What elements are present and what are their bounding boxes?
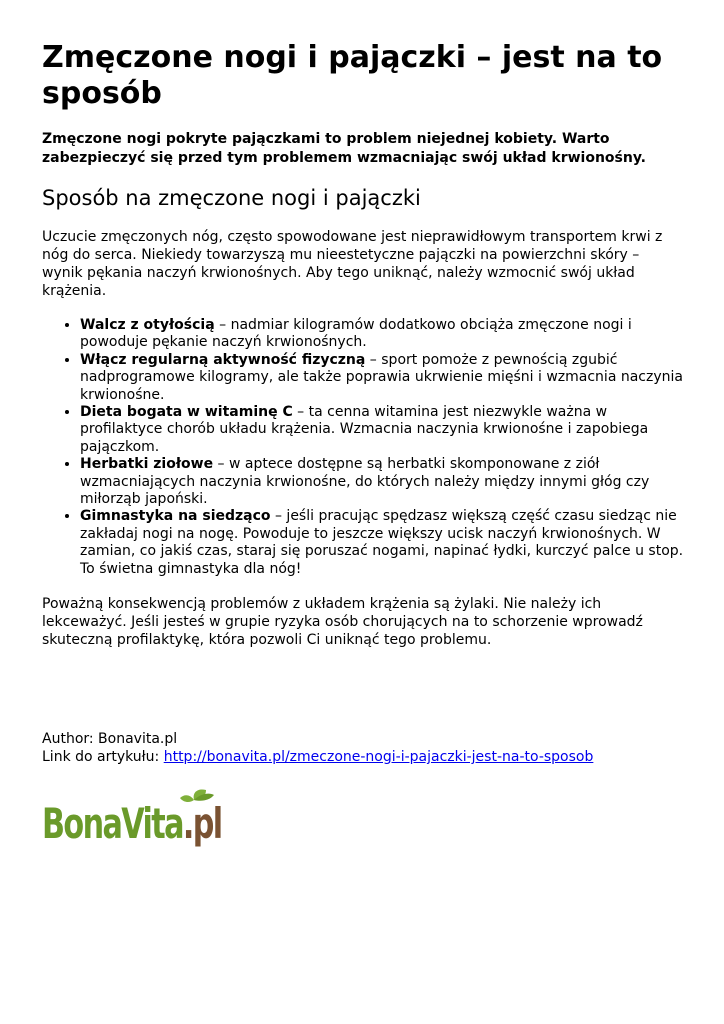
link-label: Link do artykułu: [42,749,164,765]
tip-title: Walcz z otyłością [80,317,215,333]
article-link-line [42,748,593,766]
tip-title: Włącz regularną aktywność fizyczną [80,351,366,368]
logo-text-bona: Bona [42,799,122,848]
bonavita-logo [42,786,222,852]
section-heading: Sposób na zmęczone nogi i pajączki [42,186,421,210]
article-link[interactable]: http://bonavita.pl/zmeczone-nogi-i-pajaczki-jest-na-to-sposob [163,749,594,765]
tip-text: – jeśli pracując spędzasz większą część czasu siedząc nie zakładaj nogi na nogę. Powoduje to jeszcze większy ucisk naczyń krwionośnych. W zamian, co jakiś czas, staraj się poruszać nogami, napinać łydki, kurczyć palce u stop. To świetna gimnastyka dla nóg! [80,508,684,577]
tip-title: Gimnastyka na siedząco [80,508,271,525]
conclusion-paragraph: Poważną konsekwencją problemów z układem krążenia są żylaki. Nie należy ich lekceważyć. Jeśli jesteś w grupie ryzyka osób chorujących na to schorzenie wprowadź skuteczną profilaktykę, która pozwoli Ci uniknąć tego problemu. [42,596,643,649]
logo-text-pl: .pl [182,799,222,848]
tip-title: Herbatki ziołowe [80,456,214,473]
tip-text: – w aptece dostępne są herbatki skomponowane z ziół wzmacniających naczynia krwionośne, do których należy między innymi głóg czy miłorząb japoński. [80,456,650,508]
page-title: Zmęczone nogi i pajączki – jest na to sposób [42,40,663,111]
tip-text: – sport pomoże z pewnością zgubić nadprogramowe kilogramy, ale także poprawia ukrwienie mięśni i wzmacnia naczynia krwionośne. [80,351,683,403]
article-meta [42,730,593,766]
article-lead: Zmęczone nogi pokryte pajączkami to problem niejednej kobiety. Warto zabezpieczyć się przed tym problemem wzmacniając swój układ krwionośny. [42,131,647,166]
list-item [80,317,684,352]
list-item [80,456,684,508]
author-line: Author: Bonavita.pl [42,731,178,747]
svg-text:BonaVita.pl [42,799,222,848]
list-item [80,508,684,578]
list-item [80,404,684,456]
logo-text-vita: Vita [121,799,183,848]
article [42,40,684,649]
tip-text: – nadmiar kilogramów dodatkowo obciąża zmęczone nogi i powoduje pękanie naczyń krwionośnych. [80,317,632,351]
list-item [80,352,684,404]
tips-list [42,317,684,578]
intro-paragraph: Uczucie zmęczonych nóg, często spowodowane jest nieprawidłowym transportem krwi z nóg do serca. Niekiedy towarzyszą mu nieestetyczne pajączki na powierzchni skóry – wynik pękania naczyń krwionośnych. Aby tego uniknąć, należy wzmocnić swój układ krążenia. [42,229,663,299]
tip-text: – ta cenna witamina jest niezwykle ważna w profilaktyce chorób układu krążenia. Wzmacnia naczynia krwionośne i zapobiega pajączkom. [80,404,649,455]
tip-title: Dieta bogata w witaminę C [80,404,293,421]
